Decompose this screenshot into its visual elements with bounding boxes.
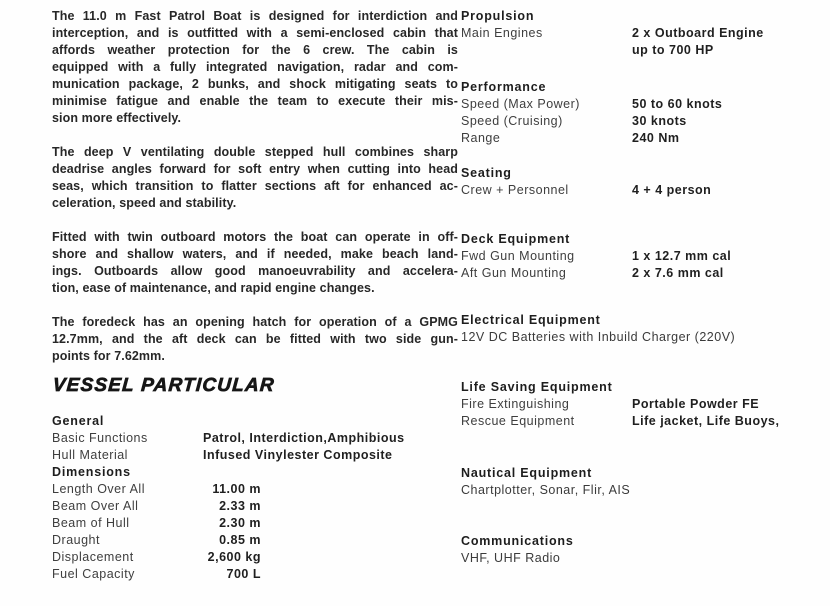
spec-row — [52, 447, 458, 464]
spec-value: 4 + 4 person — [632, 183, 712, 197]
spec-row — [461, 130, 823, 147]
right-column — [461, 8, 823, 567]
spec-value: 700 L — [226, 567, 261, 581]
spec-value — [632, 25, 764, 59]
spec-label: Displacement — [52, 550, 134, 564]
spec-label: Basic Functions — [52, 431, 148, 445]
spec-value: 240 Nm — [632, 131, 680, 145]
spec-label: Aft Gun Mounting — [461, 266, 567, 280]
section-general — [52, 413, 458, 464]
vessel-particular-title: VESSEL PARTICULAR — [52, 375, 276, 396]
spec-value: 2,600 kg — [207, 550, 261, 564]
spec-row — [52, 481, 458, 498]
spec-row — [461, 25, 823, 59]
paragraph-line: celeration, speed and stability. — [52, 196, 237, 210]
spec-row — [52, 549, 458, 566]
section-communications — [461, 533, 823, 567]
spec-value: 50 to 60 knots — [632, 97, 723, 111]
foredeck-paragraph — [52, 314, 458, 365]
spec-row — [461, 96, 823, 113]
nautical-equipment-text: Chartplotter, Sonar, Flir, AIS — [461, 483, 631, 497]
spec-label: Hull Material — [52, 448, 128, 462]
spec-row — [52, 498, 458, 515]
section-seating — [461, 165, 823, 199]
paragraph-line: minimise fatigue and enable the team to execute their mis- — [52, 94, 458, 108]
section-heading-seating: Seating — [461, 166, 512, 180]
paragraph-line: The 11.0 m Fast Patrol Boat is designed for interdiction and — [52, 9, 458, 23]
spec-row — [461, 248, 823, 265]
spec-label: Main Engines — [461, 26, 543, 40]
section-deck-equipment — [461, 231, 823, 282]
paragraph-line: sion more effectively. — [52, 111, 182, 125]
spec-label: Beam of Hull — [52, 516, 130, 530]
paragraph-line: deadrise angles forward for soft entry when cutting into head — [52, 162, 458, 176]
paragraph-line: points for 7.62mm. — [52, 349, 165, 363]
section-propulsion — [461, 8, 823, 59]
spec-value: 2.33 m — [219, 499, 261, 513]
spec-row — [52, 532, 458, 549]
paragraph-line: tion, ease of maintenance, and rapid engine changes. — [52, 281, 375, 295]
section-heading-general: General — [52, 414, 105, 428]
section-heading-propulsion: Propulsion — [461, 9, 535, 23]
spec-label: Draught — [52, 533, 100, 547]
paragraph-line: 12.7mm, and the aft deck can be fitted with two side gun- — [52, 332, 458, 346]
electrical-equipment-text: 12V DC Batteries with Inbuild Charger (220V) — [461, 330, 736, 344]
spec-row — [52, 566, 458, 583]
section-dimensions — [52, 464, 458, 583]
section-heading-performance: Performance — [461, 80, 547, 94]
spec-row — [52, 430, 458, 447]
motors-paragraph — [52, 229, 458, 297]
paragraph-line: seas, which transition to flatter sections aft for enhanced ac- — [52, 179, 458, 193]
section-electrical-equipment — [461, 312, 823, 346]
section-heading-electrical-equipment: Electrical Equipment — [461, 313, 601, 327]
spec-value: 2 x 7.6 mm cal — [632, 266, 724, 280]
spec-row — [461, 265, 823, 282]
spec-value-line: up to 700 HP — [632, 43, 714, 57]
spec-label: Fire Extinguishing — [461, 397, 570, 411]
spec-label: Fwd Gun Mounting — [461, 249, 575, 263]
paragraph-line: The foredeck has an opening hatch for operation of a GPMG — [52, 315, 458, 329]
spec-value: 30 knots — [632, 114, 687, 128]
section-heading-life-saving: Life Saving Equipment — [461, 380, 613, 394]
spec-label: Speed (Max Power) — [461, 97, 580, 111]
spec-value: 11.00 m — [212, 482, 261, 496]
spec-row — [461, 182, 823, 199]
paragraph-line: The deep V ventilating double stepped hull combines sharp — [52, 145, 458, 159]
spec-value: Life jacket, Life Buoys, — [632, 414, 780, 428]
spec-value: Patrol, Interdiction,Amphibious — [203, 431, 405, 445]
paragraph-line: interception, and is outfitted with a semi-enclosed cabin that — [52, 26, 458, 40]
spec-row — [52, 515, 458, 532]
section-heading-nautical-equipment: Nautical Equipment — [461, 466, 593, 480]
section-nautical-equipment — [461, 465, 823, 499]
paragraph-line: affords weather protection for the 6 crew. The cabin is — [52, 43, 458, 57]
section-life-saving-equipment — [461, 379, 823, 430]
paragraph-line: Fitted with twin outboard motors the boat can operate in off- — [52, 230, 458, 244]
spec-value: 1 x 12.7 mm cal — [632, 249, 732, 263]
spec-value: 0.85 m — [219, 533, 261, 547]
communications-text: VHF, UHF Radio — [461, 551, 561, 565]
section-heading-deck-equipment: Deck Equipment — [461, 232, 571, 246]
spec-label: Fuel Capacity — [52, 567, 135, 581]
section-heading-dimensions: Dimensions — [52, 465, 131, 479]
section-heading-communications: Communications — [461, 534, 574, 548]
spec-value: Infused Vinylester Composite — [203, 448, 393, 462]
spec-label: Beam Over All — [52, 499, 139, 513]
paragraph-line: shore and shallow waters, and if needed, make beach land- — [52, 247, 458, 261]
spec-row — [461, 413, 823, 430]
spec-label: Range — [461, 131, 501, 145]
spec-row — [461, 113, 823, 130]
spec-value-line: 2 x Outboard Engine — [632, 26, 764, 40]
section-performance — [461, 79, 823, 147]
paragraph-line: equipped with a fully integrated navigation, radar and com- — [52, 60, 458, 74]
spec-value: Portable Powder FE — [632, 397, 760, 411]
spec-value: 2.30 m — [219, 516, 261, 530]
spec-row — [461, 396, 823, 413]
spec-label: Rescue Equipment — [461, 414, 575, 428]
paragraph-line: ings. Outboards allow good manoeuvrability and accelera- — [52, 264, 458, 278]
left-column — [52, 8, 458, 583]
spec-label: Speed (Cruising) — [461, 114, 563, 128]
hull-paragraph — [52, 144, 458, 212]
intro-paragraph-1 — [52, 8, 458, 127]
spec-label: Crew + Personnel — [461, 183, 569, 197]
paragraph-line: munication package, 2 bunks, and shock mitigating seats to — [52, 77, 458, 91]
spec-label: Length Over All — [52, 482, 145, 496]
